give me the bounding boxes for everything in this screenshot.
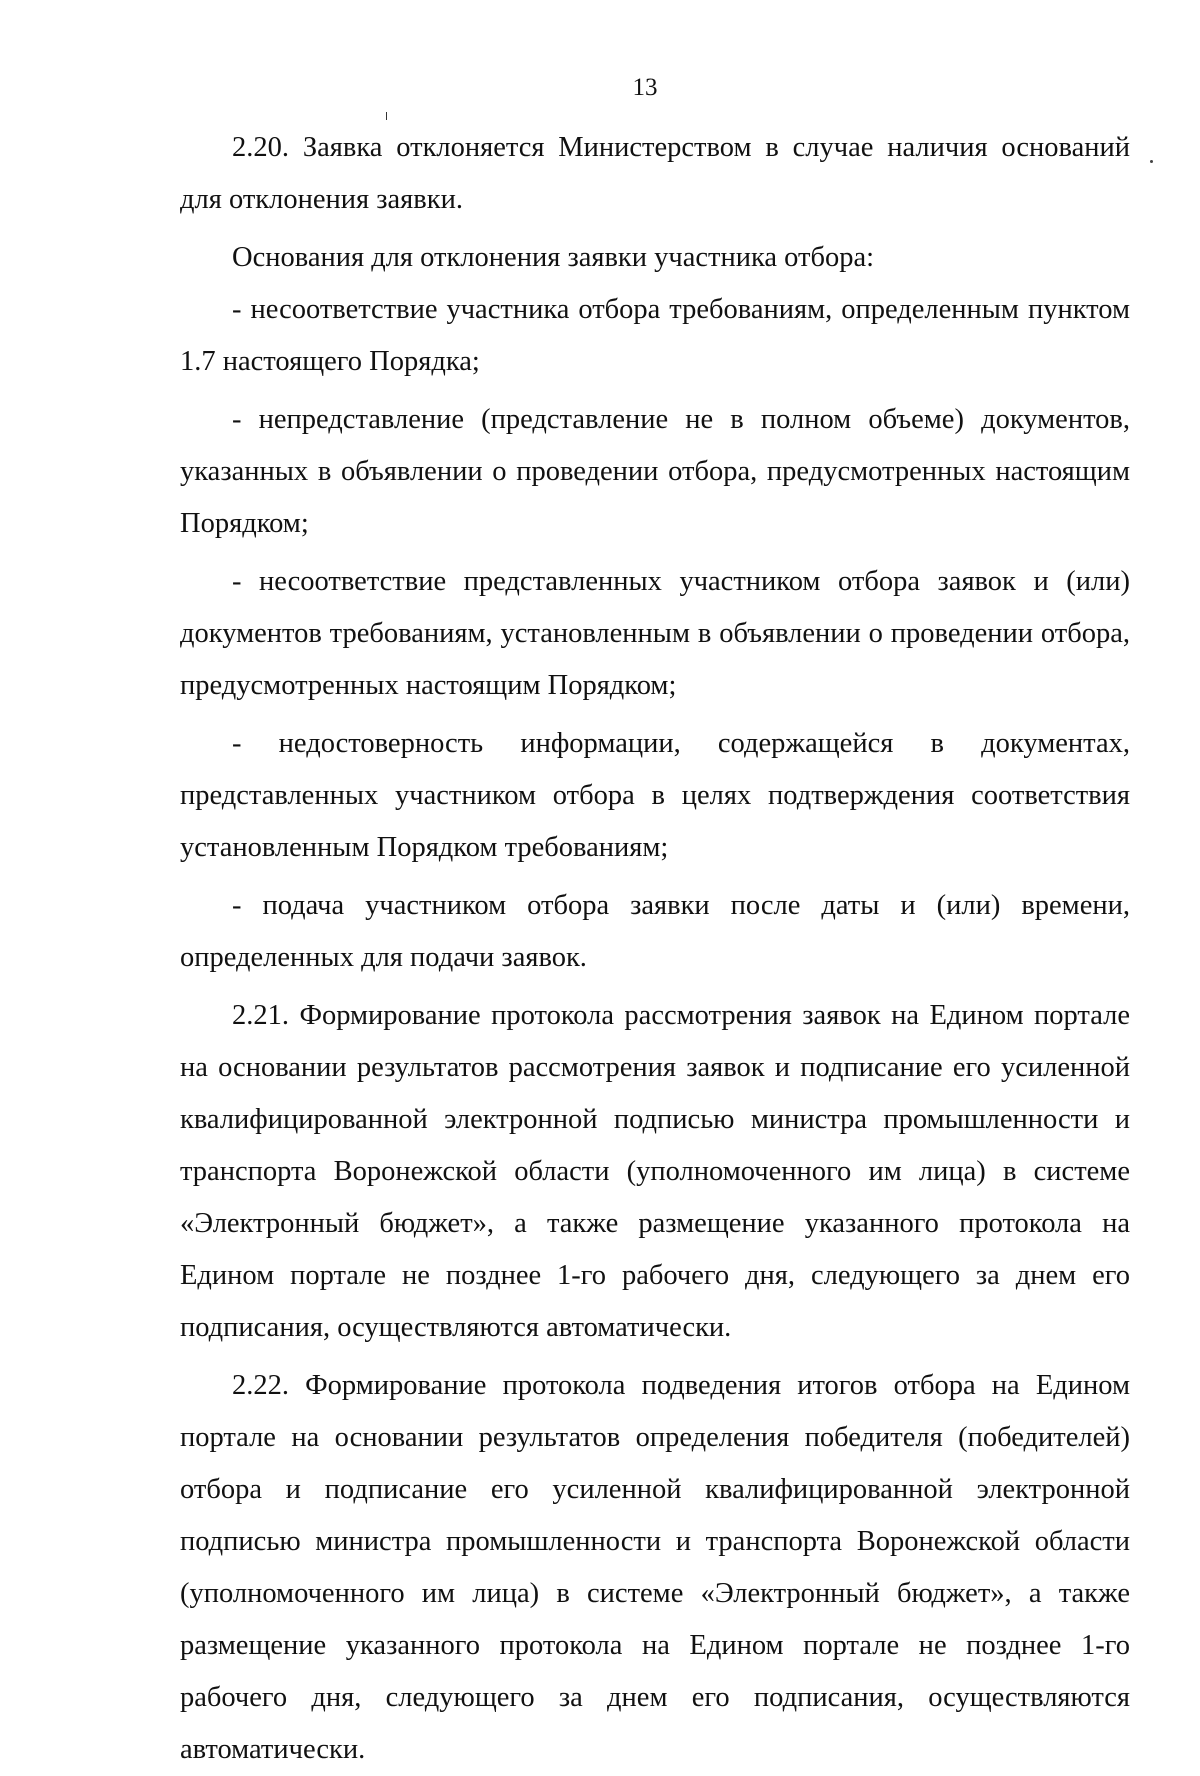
paragraph-grounds-heading: Основания для отклонения заявки участника отбора: bbox=[232, 242, 875, 273]
scan-artifact bbox=[1150, 160, 1153, 163]
list-item-grounds-3: - несоответствие представленных участником отбора заявок и (или) документов требованиям, установленным в объявлении о проведении отбора, предусмотренных настоящим Порядком; bbox=[180, 566, 1130, 701]
list-item-grounds-4: - недостоверность информации, содержащейся в документах, представленных участником отбора в целях подтверждения соответствия установленным Порядком требованиям; bbox=[180, 728, 1130, 863]
list-item-grounds-1: - несоответствие участника отбора требованиям, определенным пунктом 1.7 настоящего Порядка; bbox=[180, 294, 1130, 377]
scan-artifact bbox=[386, 112, 387, 120]
paragraph-2-20: 2.20. Заявка отклоняется Министерством в случае наличия оснований для отклонения заявки. bbox=[180, 132, 1130, 215]
paragraph-2-22: 2.22. Формирование протокола подведения итогов отбора на Едином портале на основании результатов определения победителя (победителей) отбора и подписание его усиленной квалифицированной электронной подписью министра промышленности и транспорта Воронежской области (уполномоченного им лица) в системе «Электронный бюджет», а также размещение указанного протокола на Едином портале не позднее 1-го рабочего дня, следующего за днем его подписания, осуществляются автоматически. bbox=[180, 1370, 1130, 1765]
page-number: 13 bbox=[632, 74, 658, 101]
document-body bbox=[180, 122, 1130, 1776]
paragraph-2-21: 2.21. Формирование протокола рассмотрения заявок на Едином портале на основании результатов рассмотрения заявок и подписание его усиленной квалифицированной электронной подписью министра промышленности и транспорта Воронежской области (уполномоченного им лица) в системе «Электронный бюджет», а также размещение указанного протокола на Едином портале не позднее 1-го рабочего дня, следующего за днем его подписания, осуществляются автоматически. bbox=[180, 1000, 1130, 1343]
list-item-grounds-5: - подача участником отбора заявки после даты и (или) времени, определенных для подачи заявок. bbox=[180, 890, 1130, 973]
list-item-grounds-2: - непредставление (представление не в полном объеме) документов, указанных в объявлении о проведении отбора, предусмотренных настоящим Порядком; bbox=[180, 404, 1130, 539]
